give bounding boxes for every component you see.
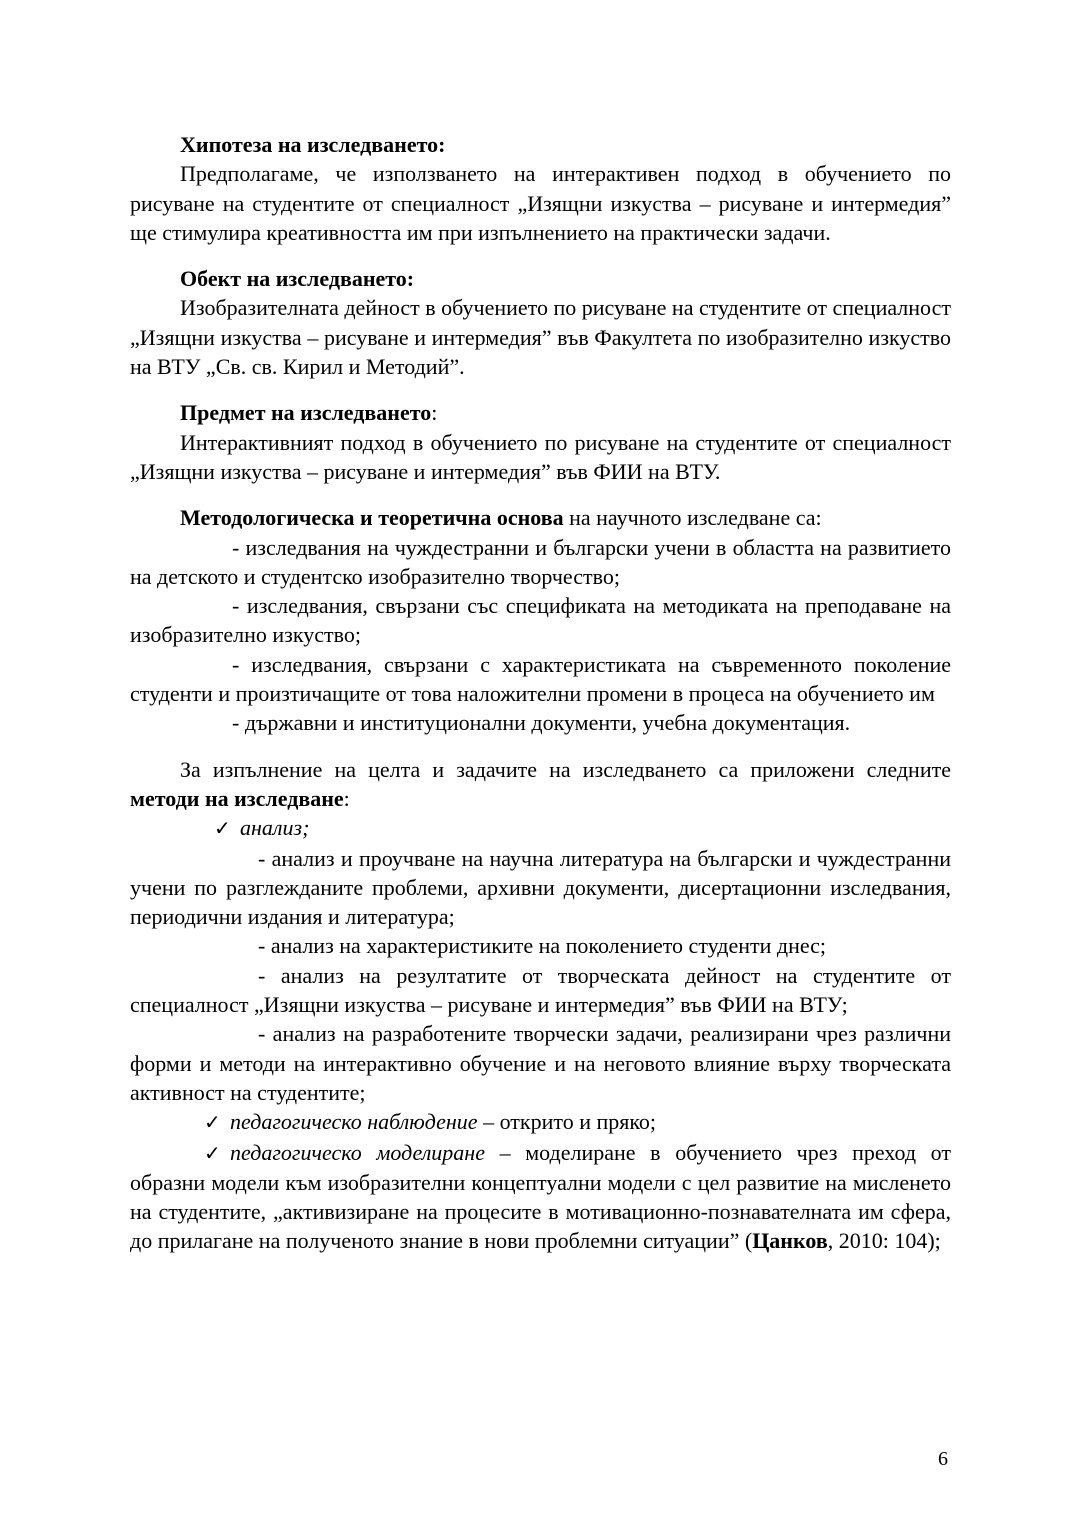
- modeling-rest: – моделиране в обучението чрез преход от образни модели към изобразителни концептуални модели с цел развитие на мисленето на студентите, „активизиране на процесите в мотивационно-познавателната им сфера, до прилагане на полученото знание в нови проблемни ситуации” (: [130, 1139, 951, 1254]
- methods-intro-text: За изпълнение на целта и задачите на изследването са приложени следните: [180, 756, 951, 782]
- methods-intro: [130, 755, 951, 814]
- document-page: [130, 130, 951, 1256]
- subject-heading-label: Предмет на изследването: [180, 400, 432, 426]
- hypothesis-text: Предполагаме, че използването на интерактивен подход в обучението по рисуване на студентите от специалност „Изящни изкуства – рисуване и интермедия” ще стимулира креативността им при изпълнението на практически задачи.: [130, 161, 951, 245]
- methodology-item: - държавни и институционални документи, учебна документация.: [232, 710, 851, 736]
- analysis-subitem: - анализ на характеристиките на поколението студенти днес;: [258, 933, 827, 959]
- checkmark-icon: ✓: [204, 1140, 221, 1165]
- analysis-subitem: - анализ на разработените творчески задачи, реализирани чрез различни форми и методи на интерактивно обучение и на неговото влияние върху творческата активност на студентите;: [130, 1021, 951, 1105]
- observation-label: педагогическо наблюдение: [230, 1109, 478, 1135]
- modeling-item: [130, 1138, 951, 1256]
- subject-heading-colon: :: [431, 400, 438, 426]
- analysis-label: анализ;: [240, 815, 310, 841]
- analysis-subitem: - анализ на резултатите от творческата дейност на студентите от специалност „Изящни изкуства – рисуване и интермедия” във ФИИ на ВТУ;: [130, 962, 951, 1018]
- page-number: 6: [938, 1448, 948, 1470]
- analysis-item: [130, 813, 951, 843]
- hypothesis-heading: Хипотеза на изследването:: [180, 132, 446, 157]
- subject-text: Интерактивният подход в обучението по рисуване на студентите от специалност „Изящни изкуства – рисуване и интермедия” във ФИИ на ВТУ.: [130, 429, 951, 484]
- methodology-bold: Методологическа и теоретична основа: [180, 505, 564, 531]
- citation-rest: , 2010: 104);: [827, 1228, 941, 1254]
- citation-author: Цанков: [752, 1228, 828, 1254]
- methodology-item: - изследвания, свързани със спецификата на методиката на преподаване на изобразително изкуство;: [130, 593, 951, 648]
- object-text: Изобразителната дейност в обучението по рисуване на студентите от специалност „Изящни изкуства – рисуване и интермедия” във Факултета по изобразително изкуство на ВТУ „Св. св. Кирил и Методий”.: [130, 295, 951, 380]
- analysis-subitem: - анализ и проучване на научна литература на български и чуждестранни учени по разглежданите проблеми, архивни документи, дисертационни изследвания, периодични издания и литература;: [130, 845, 951, 930]
- methodology-rest: на научното изследване са:: [563, 505, 822, 531]
- methodology-item: - изследвания на чуждестранни и български учени в областта на развитието на детското и студентско изобразително творчество;: [130, 534, 951, 589]
- methodology-intro: [130, 503, 951, 532]
- object-heading: Обект на изследването:: [180, 266, 415, 292]
- methodology-item: - изследвания, свързани с характеристиката на съвременното поколение студенти и произтичащите от това наложителни промени в процеса на обучението им: [130, 651, 951, 707]
- subject-heading: [130, 398, 951, 427]
- methods-intro-colon: :: [343, 785, 350, 811]
- observation-rest: – открито и пряко;: [477, 1109, 657, 1135]
- modeling-label: педагогическо моделиране: [230, 1139, 485, 1165]
- checkmark-icon: ✓: [214, 816, 231, 841]
- observation-item: [130, 1107, 951, 1137]
- methods-intro-bold: методи на изследване: [130, 785, 344, 811]
- checkmark-icon: ✓: [204, 1110, 221, 1135]
